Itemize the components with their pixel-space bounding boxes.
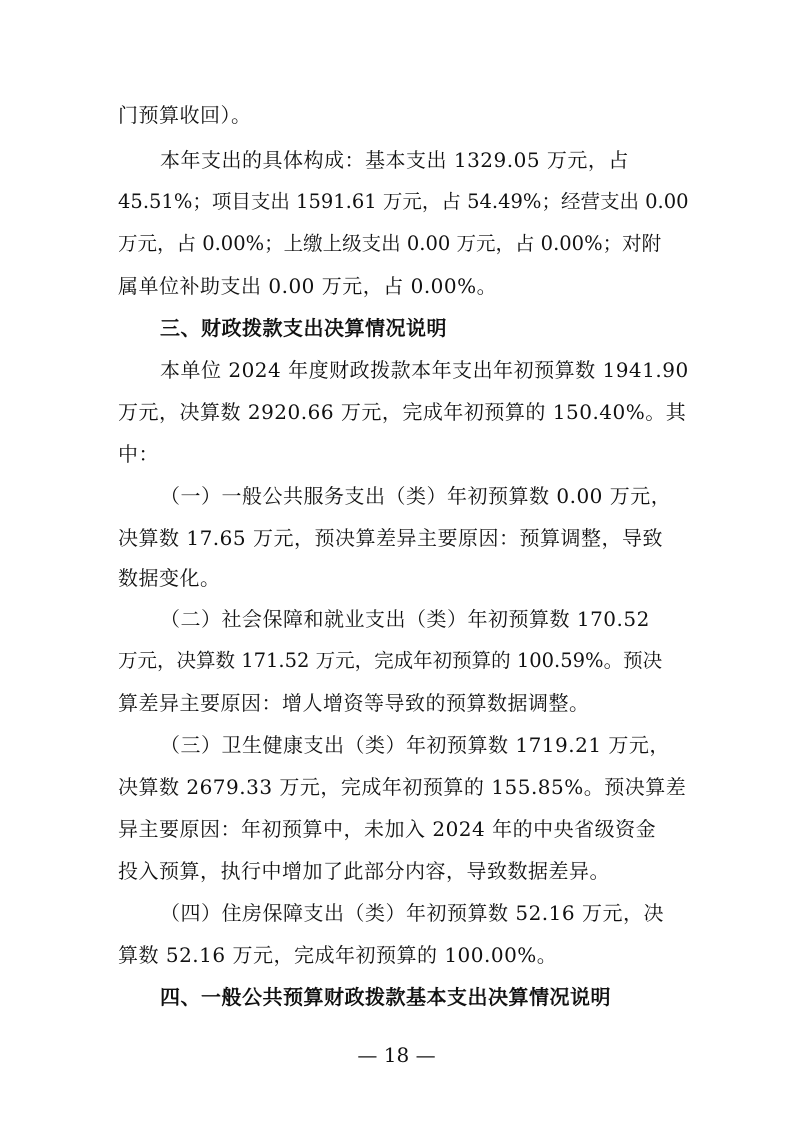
section-heading: 四、一般公共预算财政拨款基本支出决算情况说明 bbox=[160, 985, 611, 1009]
body-line: 万元，决算数 2920.66 万元，完成年初预算的 150.40%。其 bbox=[118, 400, 687, 424]
body-line: 属单位补助支出 0.00 万元，占 0.00%。 bbox=[118, 274, 498, 298]
body-line: 算数 52.16 万元，完成年初预算的 100.00%。 bbox=[118, 943, 558, 967]
body-line: （二）社会保障和就业支出（类）年初预算数 170.52 bbox=[160, 607, 650, 631]
body-line: 算差异主要原因：增人增资等导致的预算数据调整。 bbox=[118, 691, 590, 715]
body-line: 数据变化。 bbox=[118, 566, 221, 590]
body-line: 投入预算，执行中增加了此部分内容，导致数据差异。 bbox=[118, 859, 610, 883]
body-line: 异主要原因：年初预算中，未加入 2024 年的中央省级资金 bbox=[118, 817, 657, 841]
body-line: 中： bbox=[118, 442, 159, 466]
body-line: 本年支出的具体构成：基本支出 1329.05 万元，占 bbox=[160, 148, 629, 172]
body-line: 门预算收回）。 bbox=[118, 103, 252, 127]
body-line: （三）卫生健康支出（类）年初预算数 1719.21 万元， bbox=[160, 733, 670, 757]
page-number: — 18 — bbox=[357, 1043, 436, 1067]
body-line: 45.51%；项目支出 1591.61 万元，占 54.49%；经营支出 0.00 bbox=[118, 190, 689, 213]
body-line: 决算数 2679.33 万元，完成年初预算的 155.85%。预决算差 bbox=[118, 775, 687, 799]
body-line: 万元，决算数 171.52 万元，完成年初预算的 100.59%。预决 bbox=[118, 649, 663, 672]
body-line: 万元，占 0.00%；上缴上级支出 0.00 万元，占 0.00%；对附 bbox=[118, 232, 662, 255]
body-line: （四）住房保障支出（类）年初预算数 52.16 万元，决 bbox=[160, 901, 664, 925]
body-line: （一）一般公共服务支出（类）年初预算数 0.00 万元， bbox=[160, 484, 672, 508]
section-heading: 三、财政拨款支出决算情况说明 bbox=[160, 316, 447, 340]
body-line: 本单位 2024 年度财政拨款本年支出年初预算数 1941.90 bbox=[160, 358, 689, 382]
body-line: 决算数 17.65 万元，预决算差异主要原因：预算调整，导致 bbox=[118, 526, 663, 550]
